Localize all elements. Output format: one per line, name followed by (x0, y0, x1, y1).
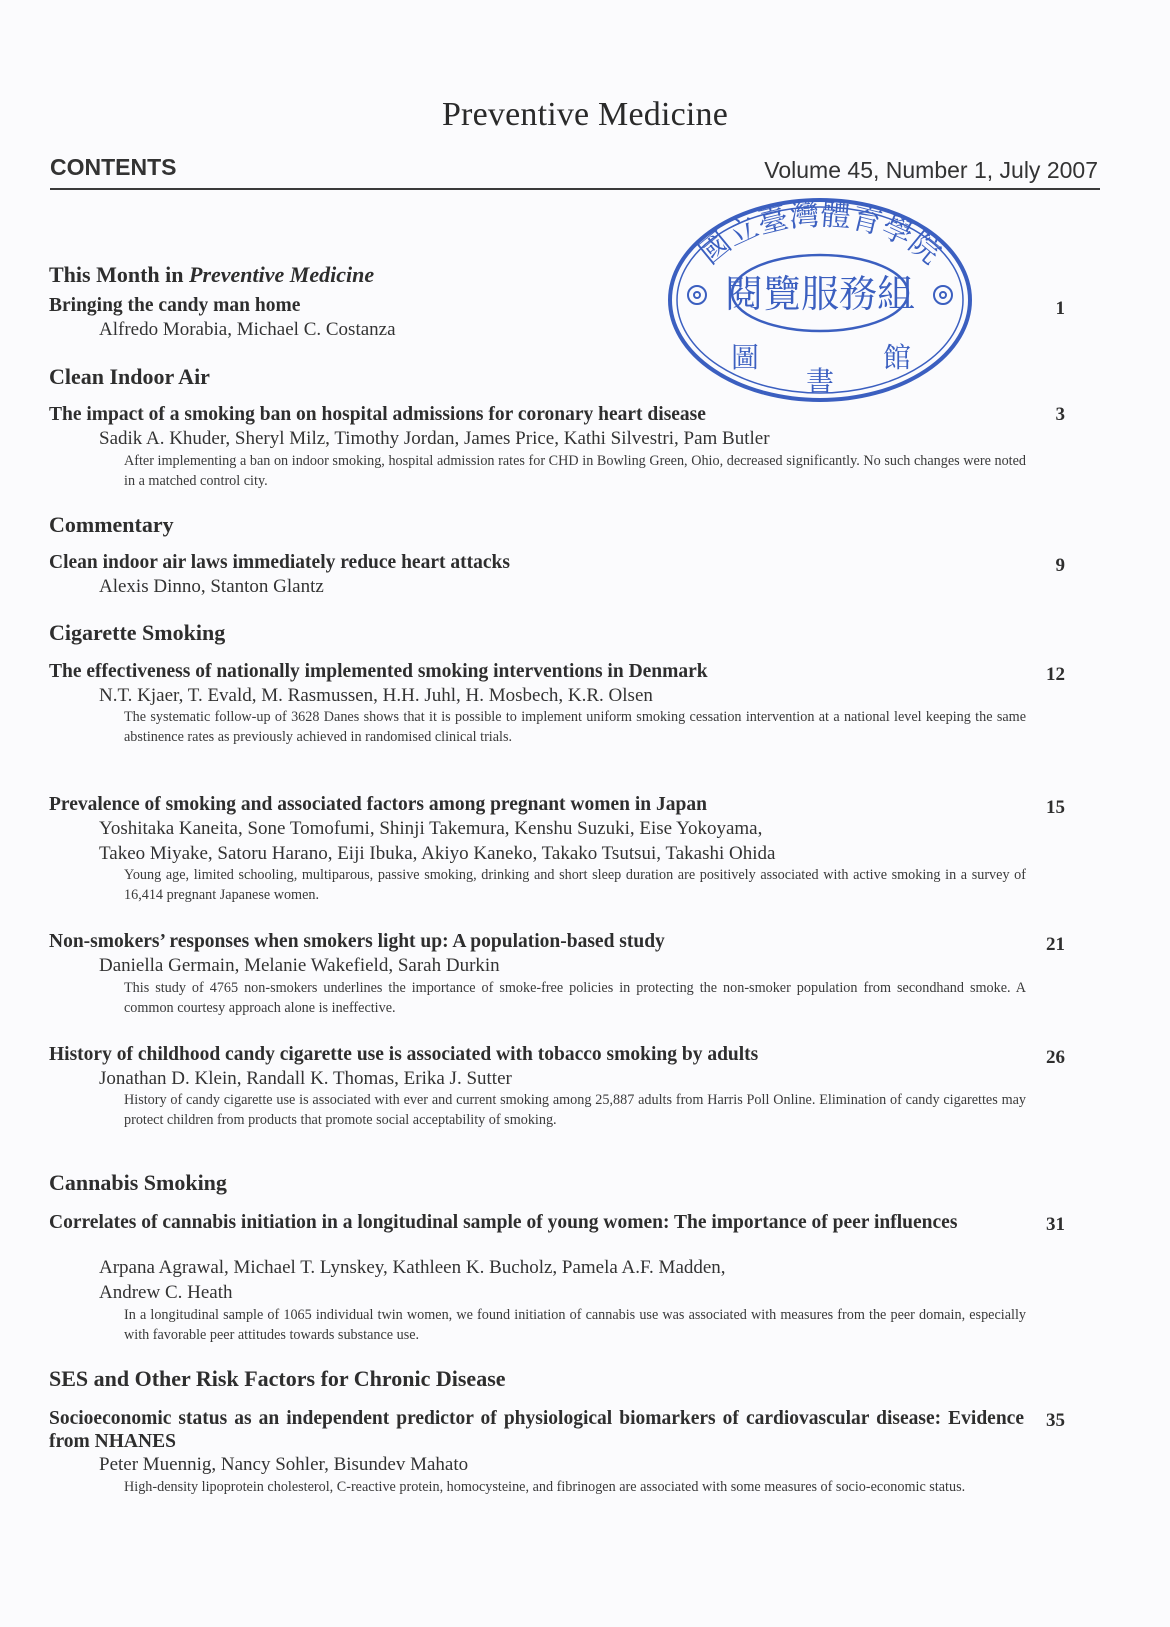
stamp-bottom-char-1: 圖 (730, 341, 760, 374)
article-abstract: Young age, limited schooling, multiparous, passive smoking, drinking and short sleep duration are positively associated with active smoking in a survey of 16,414 pregnant Japanese women. (124, 867, 1026, 903)
article-title[interactable]: Socioeconomic status as an independent predictor of physiological biomarkers of cardiovascular disease: Evidence from NHANES (49, 1408, 1024, 1452)
stamp-outer-text: 國立臺灣體育學院 (692, 197, 948, 272)
article-authors: Peter Muennig, Nancy Sohler, Bisundev Mahato (99, 1454, 469, 1475)
article-abstract: The systematic follow-up of 3628 Danes shows that it is possible to implement uniform smoking cessation intervention at a national level keeping the same abstinence rates as previously achieved in randomised clinical trials. (124, 709, 1026, 745)
page-number[interactable]: 35 (1046, 1410, 1065, 1431)
section-heading-italic: Preventive Medicine (189, 262, 375, 287)
page-number[interactable]: 21 (1046, 934, 1065, 955)
stamp-bottom-char-3: 館 (882, 341, 912, 374)
article-authors: Jonathan D. Klein, Randall K. Thomas, Erika J. Sutter (99, 1068, 512, 1089)
article-authors-line-2: Takeo Miyake, Satoru Harano, Eiji Ibuka, Akiyo Kaneko, Takako Tsutsui, Takashi Ohida (99, 843, 776, 864)
journal-title: Preventive Medicine (441, 96, 729, 133)
article-authors-line-1: Yoshitaka Kaneita, Sone Tomofumi, Shinji Takemura, Kenshu Suzuki, Eise Yokoyama, (99, 818, 763, 839)
article-title[interactable]: Correlates of cannabis initiation in a longitudinal sample of young women: The importance of peer influences (49, 1212, 958, 1233)
section-heading-this-month (49, 262, 374, 288)
article-abstract: High-density lipoprotein cholesterol, C-reactive protein, homocysteine, and fibrinogen are associated with some measures of socio-economic status. (124, 1479, 966, 1495)
article-title[interactable]: History of childhood candy cigarette use is associated with tobacco smoking by adults (49, 1044, 759, 1065)
article-authors: Daniella Germain, Melanie Wakefield, Sarah Durkin (99, 955, 500, 976)
article-authors-line-1: Arpana Agrawal, Michael T. Lynskey, Kathleen K. Bucholz, Pamela A.F. Madden, (99, 1257, 726, 1278)
header-divider (50, 188, 1100, 190)
article-title[interactable]: Bringing the candy man home (49, 295, 301, 316)
section-heading: Clean Indoor Air (49, 364, 210, 389)
section-heading: Cannabis Smoking (49, 1170, 227, 1195)
article-abstract: After implementing a ban on indoor smoking, hospital admission rates for CHD in Bowling Green, Ohio, decreased significantly. No such changes were noted in a matched control city. (124, 453, 1026, 489)
stamp-bottom-char-2: 書 (805, 365, 835, 398)
article-abstract: History of candy cigarette use is associated with ever and current smoking among 25,887 adults from Harris Poll Online. Elimination of candy cigarettes may protect children from products that promote social acceptability of smoking. (124, 1092, 1026, 1128)
article-authors: N.T. Kjaer, T. Evald, M. Rasmussen, H.H. Juhl, H. Mosbech, K.R. Olsen (99, 685, 653, 706)
section-heading: Cigarette Smoking (49, 620, 226, 645)
article-authors: Alfredo Morabia, Michael C. Costanza (99, 319, 396, 340)
contents-label: CONTENTS (50, 154, 177, 180)
article-authors-line-2: Andrew C. Heath (99, 1282, 233, 1303)
article-title[interactable]: Non-smokers’ responses when smokers light up: A population-based study (49, 931, 665, 952)
page-number[interactable]: 26 (1046, 1047, 1065, 1068)
page-number[interactable]: 1 (1055, 298, 1065, 319)
page-number[interactable]: 15 (1046, 797, 1065, 818)
article-title[interactable]: Prevalence of smoking and associated factors among pregnant women in Japan (49, 794, 707, 815)
article-title[interactable]: Clean indoor air laws immediately reduce heart attacks (49, 552, 510, 573)
article-title[interactable]: The effectiveness of nationally implemented smoking interventions in Denmark (49, 661, 708, 682)
article-authors: Alexis Dinno, Stanton Glantz (99, 576, 324, 597)
article-abstract: In a longitudinal sample of 1065 individual twin women, we found initiation of cannabis use was associated with measures from the peer domain, especially with favorable peer attitudes towards substance use. (124, 1307, 1026, 1343)
page-number[interactable]: 9 (1055, 555, 1065, 576)
volume-info: Volume 45, Number 1, July 2007 (764, 157, 1098, 183)
section-heading-prefix: This Month in (49, 262, 189, 287)
page-number[interactable]: 31 (1046, 1214, 1065, 1235)
stamp-inner-text: 閱覽服務組 (724, 272, 916, 316)
article-authors: Sadik A. Khuder, Sheryl Milz, Timothy Jordan, James Price, Kathi Silvestri, Pam Butler (99, 428, 770, 449)
section-heading: Commentary (49, 512, 174, 537)
article-title[interactable]: The impact of a smoking ban on hospital admissions for coronary heart disease (49, 404, 706, 425)
page-number[interactable]: 3 (1055, 404, 1065, 425)
article-abstract: This study of 4765 non-smokers underlines the importance of smoke-free policies in protecting the non-smoker population from secondhand smoke. A common courtesy approach alone is ineffective. (124, 980, 1026, 1016)
section-heading: SES and Other Risk Factors for Chronic Disease (49, 1366, 506, 1391)
page-number[interactable]: 12 (1046, 664, 1065, 685)
